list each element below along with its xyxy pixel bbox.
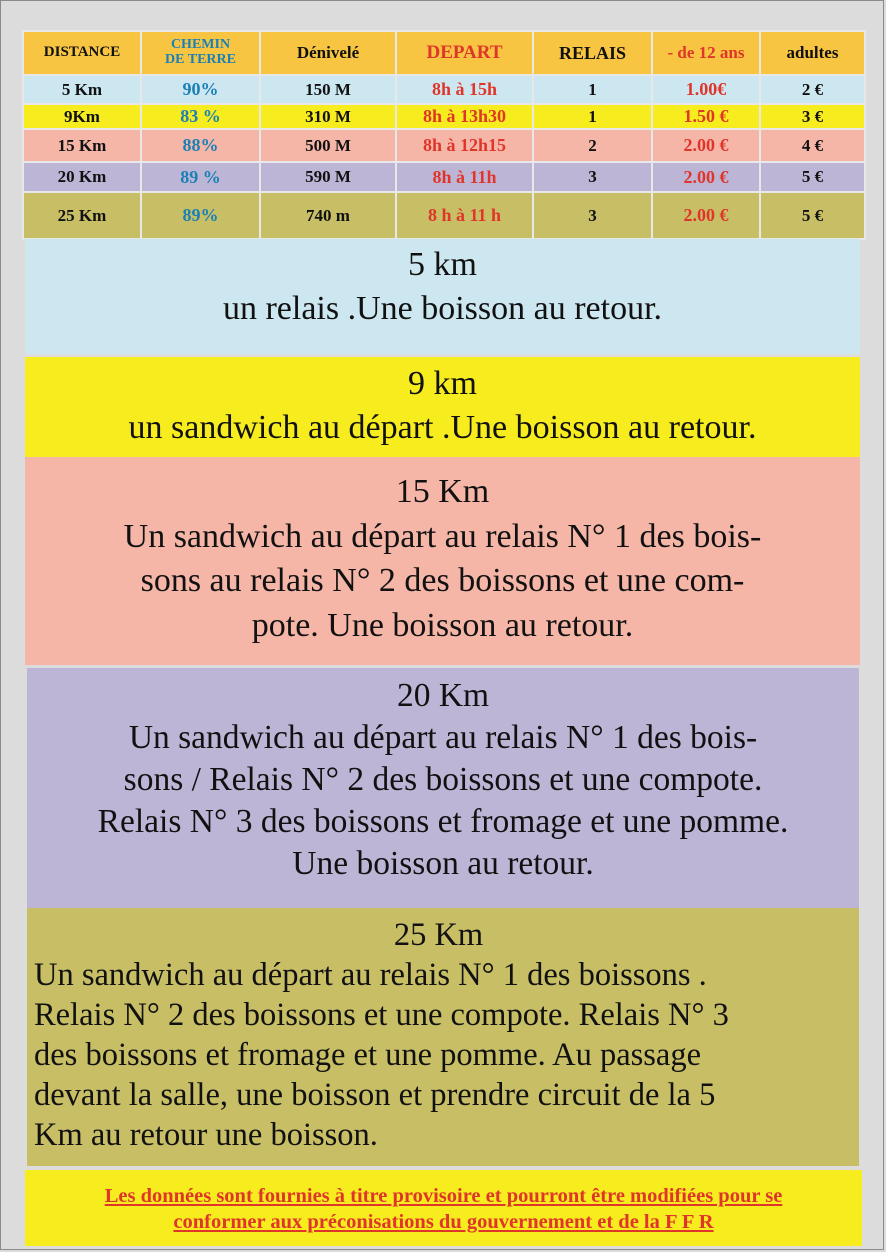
cell-adults-price: 4 € bbox=[760, 129, 865, 162]
cell-adults-price: 2 € bbox=[760, 75, 865, 104]
disclaimer-footer bbox=[25, 1170, 862, 1246]
header-adults-price: adultes bbox=[760, 31, 865, 75]
cell-depart: 8h à 13h30 bbox=[396, 104, 533, 129]
cell-chemin: 89 % bbox=[141, 162, 260, 192]
cell-denivele: 740 m bbox=[260, 192, 396, 239]
section-line: Un sandwich au départ au relais N° 1 des bois- bbox=[128, 719, 758, 756]
section-line: un relais .Une boisson au retour. bbox=[222, 290, 663, 327]
cell-kids-price: 2.00 € bbox=[652, 162, 760, 192]
section-line: sons au relais N° 2 des boissons et une com- bbox=[140, 562, 745, 599]
cell-denivele: 310 M bbox=[260, 104, 396, 129]
section-title: 5 km bbox=[408, 246, 477, 283]
disclaimer-line: Les données sont fournies à titre provisoire et pourront être modifiées pour se bbox=[104, 1185, 783, 1207]
header-relais: RELAIS bbox=[533, 31, 652, 75]
cell-distance: 25 Km bbox=[23, 192, 141, 239]
cell-relais: 2 bbox=[533, 129, 652, 162]
section-title: 20 Km bbox=[396, 677, 490, 714]
cell-depart: 8h à 12h15 bbox=[396, 129, 533, 162]
cell-distance: 9Km bbox=[23, 104, 141, 129]
header-chemin-line2: DE TERRE bbox=[165, 52, 236, 67]
section-line: Relais N° 3 des boissons et fromage et une pomme. bbox=[97, 803, 789, 840]
table-row bbox=[23, 104, 865, 129]
header-denivele: Dénivelé bbox=[260, 31, 396, 75]
section-line: des boissons et fromage et une pomme. Au passage bbox=[34, 1037, 702, 1073]
table-row bbox=[23, 129, 865, 162]
cell-distance: 5 Km bbox=[23, 75, 141, 104]
cell-depart: 8h à 15h bbox=[396, 75, 533, 104]
price-table bbox=[22, 30, 866, 240]
section-line: Un sandwich au départ au relais N° 1 des boissons . bbox=[34, 957, 707, 993]
cell-relais: 1 bbox=[533, 104, 652, 129]
cell-distance: 15 Km bbox=[23, 129, 141, 162]
cell-adults-price: 3 € bbox=[760, 104, 865, 129]
cell-denivele: 590 M bbox=[260, 162, 396, 192]
cell-depart: 8h à 11h bbox=[396, 162, 533, 192]
cell-kids-price: 2.00 € bbox=[652, 192, 760, 239]
cell-kids-price: 1.50 € bbox=[652, 104, 760, 129]
table-header-row bbox=[23, 31, 865, 75]
section-line: Km au retour une boisson. bbox=[34, 1117, 378, 1153]
header-kids-price: - de 12 ans bbox=[652, 31, 760, 75]
cell-adults-price: 5 € bbox=[760, 162, 865, 192]
section-line: Une boisson au retour. bbox=[292, 845, 594, 882]
section-title: 9 km bbox=[408, 365, 477, 402]
table-row bbox=[23, 75, 865, 104]
header-chemin-line1: CHEMIN bbox=[170, 37, 231, 53]
section-line: sons / Relais N° 2 des boissons et une compote. bbox=[123, 761, 763, 798]
section-line: Relais N° 2 des boissons et une compote. Relais N° 3 bbox=[34, 997, 729, 1033]
section-15km bbox=[25, 457, 860, 665]
section-line: un sandwich au départ .Une boisson au retour. bbox=[128, 409, 757, 446]
disclaimer-line: conformer aux préconisations du gouvernement et de la F F R bbox=[173, 1211, 714, 1233]
section-line: devant la salle, une boisson et prendre circuit de la 5 bbox=[34, 1077, 716, 1113]
header-distance: DISTANCE bbox=[23, 31, 141, 75]
cell-chemin: 88% bbox=[141, 129, 260, 162]
section-line: pote. Une boisson au retour. bbox=[251, 606, 634, 644]
cell-kids-price: 1.00€ bbox=[652, 75, 760, 104]
table-row bbox=[23, 192, 865, 239]
cell-depart: 8 h à 11 h bbox=[396, 192, 533, 239]
cell-kids-price: 2.00 € bbox=[652, 129, 760, 162]
section-20km bbox=[27, 668, 859, 908]
header-chemin bbox=[141, 31, 260, 75]
section-25km bbox=[27, 908, 859, 1166]
cell-relais: 3 bbox=[533, 192, 652, 239]
section-9km bbox=[25, 357, 860, 457]
cell-adults-price: 5 € bbox=[760, 192, 865, 239]
cell-relais: 1 bbox=[533, 75, 652, 104]
section-5km bbox=[25, 239, 860, 354]
section-title: 25 Km bbox=[393, 917, 484, 953]
cell-denivele: 500 M bbox=[260, 129, 396, 162]
table-row bbox=[23, 162, 865, 192]
cell-chemin: 83 % bbox=[141, 104, 260, 129]
cell-denivele: 150 M bbox=[260, 75, 396, 104]
section-title: 15 Km bbox=[395, 473, 490, 510]
cell-chemin: 89% bbox=[141, 192, 260, 239]
header-depart: DEPART bbox=[396, 31, 533, 75]
cell-distance: 20 Km bbox=[23, 162, 141, 192]
cell-chemin: 90% bbox=[141, 75, 260, 104]
cell-relais: 3 bbox=[533, 162, 652, 192]
section-line: Un sandwich au départ au relais N° 1 des bois- bbox=[123, 517, 762, 555]
